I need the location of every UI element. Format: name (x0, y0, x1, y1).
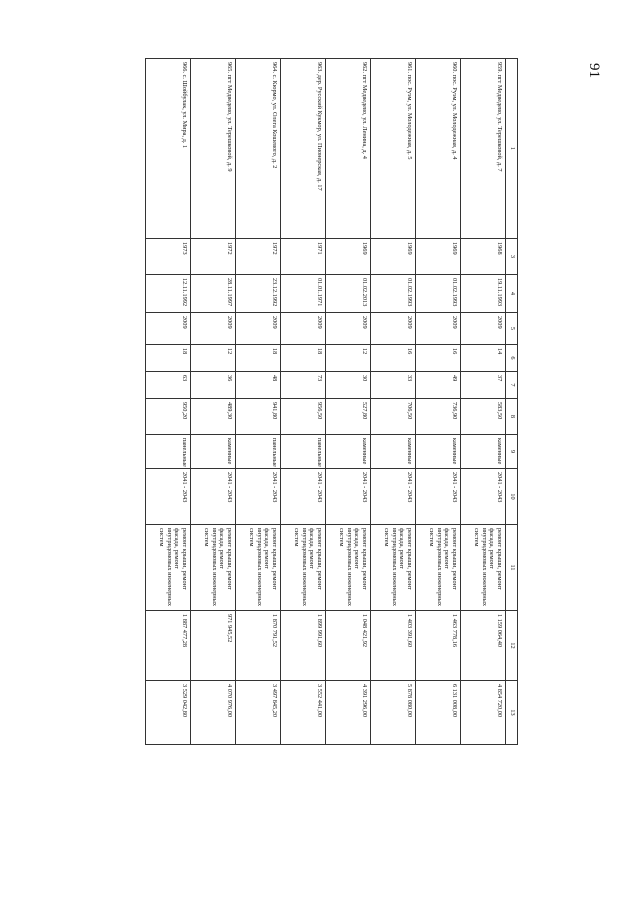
privatization-date: 23.12.1992 (236, 275, 281, 313)
address-cell (371, 59, 416, 239)
table-row (236, 59, 281, 859)
col-header-12: 12 (506, 611, 518, 681)
cost-12: 1 403 391,60 (371, 611, 416, 681)
cost-13: 3 497 845,20 (236, 681, 281, 745)
row-number: 965. (226, 62, 233, 74)
address: с. Кюрмо, ул. Олега Кошевого, д. 2 (271, 74, 278, 169)
col-header-5: 5 (506, 313, 518, 345)
floors: 18 (281, 345, 326, 372)
privatization-date: 12.11.1992 (146, 275, 191, 313)
floors: 18 (146, 345, 191, 372)
table-row (326, 59, 371, 859)
cost-13: 5 878 080,00 (371, 681, 416, 745)
repair-year: 2009 (416, 313, 461, 345)
wall-material: каменные (326, 435, 371, 469)
row-number: 960. (451, 62, 458, 74)
floors: 12 (191, 345, 236, 372)
col-header-13: 13 (506, 681, 518, 745)
col-header-8: 8 (506, 399, 518, 435)
row-number: 966. (181, 62, 188, 74)
cost-13: 3 552 441,00 (281, 681, 326, 745)
privatization-date: 19.11.1993 (461, 275, 506, 313)
address-cell (281, 59, 326, 239)
address: пос. Руэм, ул. Молодежная, д. 5 (406, 74, 413, 160)
build-year: 1972 (191, 239, 236, 275)
wall-material: каменные (461, 435, 506, 469)
wall-material: панельные (281, 435, 326, 469)
work-types: ремонт крыши, ремонт фасада, ремонт внутридомовых инженерных систем (371, 525, 416, 611)
area: 950,20 (146, 399, 191, 435)
repair-period: 2041 - 2043 (191, 469, 236, 525)
col-header-11: 11 (506, 525, 518, 611)
address: пгт Медведево, ул. Терешковой, д. 7 (496, 74, 503, 172)
area: 706,50 (371, 399, 416, 435)
work-types: ремонт крыши, ремонт фасада, ремонт внутридомовых инженерных систем (191, 525, 236, 611)
header-row (506, 59, 518, 859)
repair-year: 2009 (236, 313, 281, 345)
repair-year: 2009 (191, 313, 236, 345)
residents: 63 (146, 372, 191, 399)
address-cell (191, 59, 236, 239)
table-row (146, 59, 191, 859)
area: 527,80 (326, 399, 371, 435)
residents: 36 (191, 372, 236, 399)
cost-13: 3 529 042,80 (146, 681, 191, 745)
table-row (461, 59, 506, 859)
repair-year: 2009 (371, 313, 416, 345)
build-year: 1969 (416, 239, 461, 275)
address-cell (326, 59, 371, 239)
register-table-container (118, 58, 518, 858)
cost-13: 4 070 976,00 (191, 681, 236, 745)
repair-year: 2009 (461, 313, 506, 345)
address-cell (416, 59, 461, 239)
floors: 16 (371, 345, 416, 372)
residents: 48 (236, 372, 281, 399)
repair-period: 2041 - 2043 (416, 469, 461, 525)
col-header-10: 10 (506, 469, 518, 525)
floors: 12 (326, 345, 371, 372)
work-types: ремонт крыши, ремонт фасада, ремонт внутридомовых инженерных систем (461, 525, 506, 611)
work-types: ремонт крыши, ремонт фасада, ремонт внутридомовых инженерных систем (416, 525, 461, 611)
row-number: 962. (361, 62, 368, 74)
table-row (416, 59, 461, 859)
row-number: 959. (496, 62, 503, 74)
build-year: 1969 (371, 239, 416, 275)
wall-material: панельные (236, 435, 281, 469)
repair-period: 2041 - 2043 (326, 469, 371, 525)
residents: 33 (371, 372, 416, 399)
row-number: 963. (316, 62, 323, 74)
build-year: 1968 (461, 239, 506, 275)
privatization-date: 01.01.1971 (281, 275, 326, 313)
privatization-date: 01.02.2013 (326, 275, 371, 313)
repair-period: 2041 - 2043 (371, 469, 416, 525)
repair-period: 2041 - 2043 (146, 469, 191, 525)
address: пгт Медведево, ул. Ленина, д. 4 (361, 74, 368, 159)
address: с. Шойбулак, ул. Мира, д. 1 (181, 74, 188, 149)
address: дер. Русский Кукмор, ул. Пионерская, д. 17 (316, 74, 323, 191)
repair-year: 2009 (146, 313, 191, 345)
wall-material: каменные (191, 435, 236, 469)
privatization-date: 28.11.1997 (191, 275, 236, 313)
cost-12: 1 048 421,92 (326, 611, 371, 681)
address-cell (461, 59, 506, 239)
table-row (371, 59, 416, 859)
col-header-7: 7 (506, 372, 518, 399)
cost-12: 1 870 791,52 (236, 611, 281, 681)
repair-period: 2041 - 2043 (461, 469, 506, 525)
area: 583,50 (461, 399, 506, 435)
wall-material: каменные (371, 435, 416, 469)
cost-12: 971 945,52 (191, 611, 236, 681)
row-number: 964. (271, 62, 278, 74)
cost-12: 1 159 064,40 (461, 611, 506, 681)
col-header-3: 3 (506, 239, 518, 275)
cost-12: 1 887 477,28 (146, 611, 191, 681)
cost-12: 1 463 778,16 (416, 611, 461, 681)
work-types: ремонт крыши, ремонт фасада, ремонт внутридомовых инженерных систем (326, 525, 371, 611)
floors: 14 (461, 345, 506, 372)
col-header-9: 9 (506, 435, 518, 469)
cost-13: 4 854 720,00 (461, 681, 506, 745)
row-number: 961. (406, 62, 413, 74)
build-year: 1972 (236, 239, 281, 275)
floors: 16 (416, 345, 461, 372)
work-types: ремонт крыши, ремонт фасада, ремонт внутридомовых инженерных систем (146, 525, 191, 611)
wall-material: панельные (146, 435, 191, 469)
page-number: 91 (586, 63, 602, 78)
repair-year: 2009 (281, 313, 326, 345)
build-year: 1969 (326, 239, 371, 275)
floors: 18 (236, 345, 281, 372)
wall-material: каменные (416, 435, 461, 469)
address-cell (146, 59, 191, 239)
work-types: ремонт крыши, ремонт фасада, ремонт внутридомовых инженерных систем (236, 525, 281, 611)
privatization-date: 01.02.1993 (416, 275, 461, 313)
address: пос. Руэм, ул. Молодежная, д. 4 (451, 74, 458, 160)
address: пгт Медведево, ул. Терешковой, д. 9 (226, 74, 233, 172)
table-row (281, 59, 326, 859)
cost-13: 6 131 008,00 (416, 681, 461, 745)
col-header-4: 4 (506, 275, 518, 313)
repair-period: 2041 - 2043 (281, 469, 326, 525)
residents: 73 (281, 372, 326, 399)
cost-12: 1 899 991,60 (281, 611, 326, 681)
privatization-date: 01.02.1993 (371, 275, 416, 313)
repair-year: 2009 (326, 313, 371, 345)
residents: 30 (326, 372, 371, 399)
area: 736,90 (416, 399, 461, 435)
col-header-6: 6 (506, 345, 518, 372)
area: 941,80 (236, 399, 281, 435)
residents: 49 (416, 372, 461, 399)
build-year: 1971 (281, 239, 326, 275)
area: 489,30 (191, 399, 236, 435)
address-cell (236, 59, 281, 239)
table-row (191, 59, 236, 859)
build-year: 1973 (146, 239, 191, 275)
work-types: ремонт крыши, ремонт фасада, ремонт внутридомовых инженерных систем (281, 525, 326, 611)
area: 956,50 (281, 399, 326, 435)
residents: 37 (461, 372, 506, 399)
col-header-1: 1 (506, 59, 518, 239)
cost-13: 4 391 296,00 (326, 681, 371, 745)
register-table (145, 58, 518, 859)
repair-period: 2041 - 2043 (236, 469, 281, 525)
